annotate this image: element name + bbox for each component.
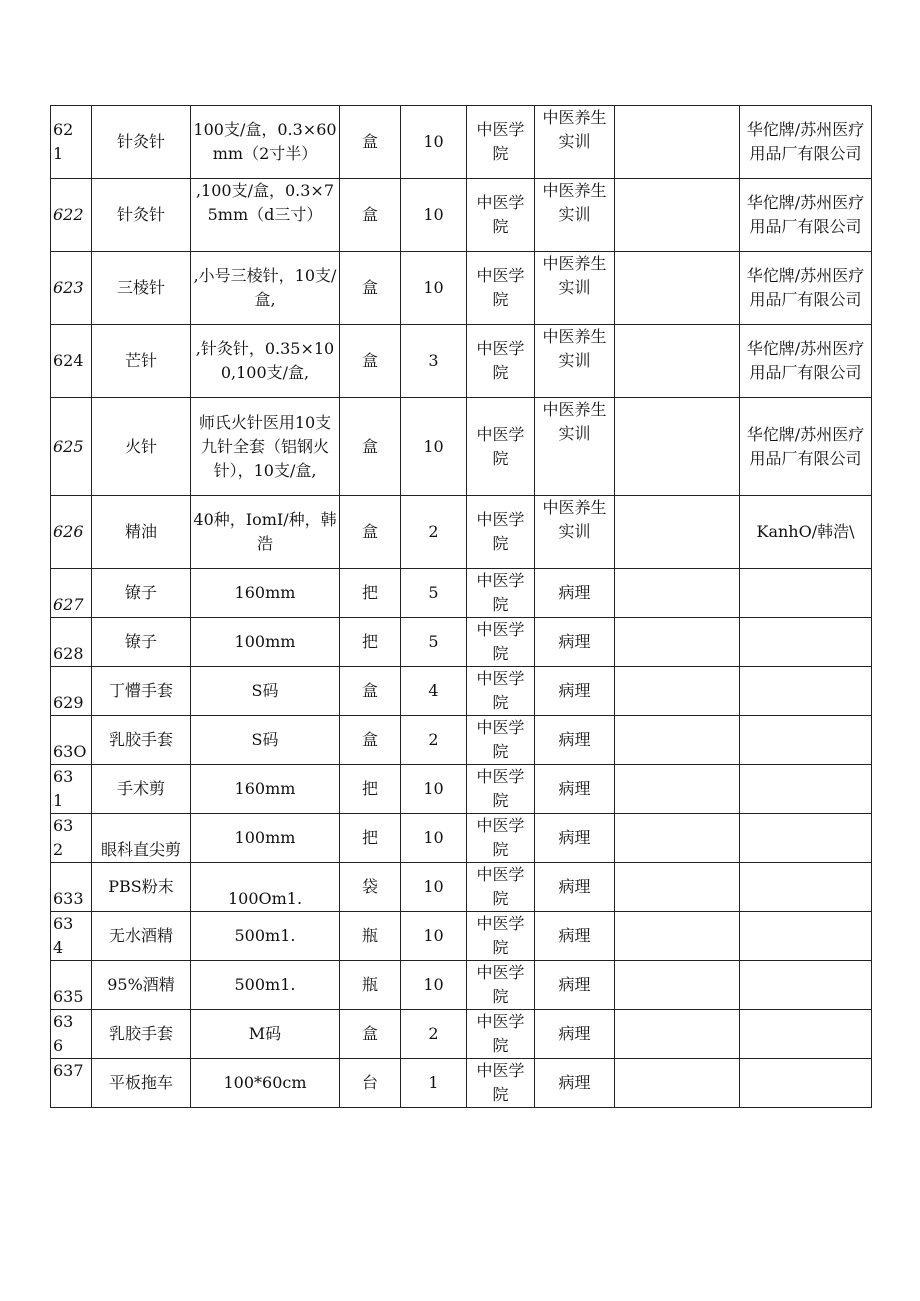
item-blank-cell — [615, 863, 740, 912]
item-blank-cell — [615, 667, 740, 716]
item-purpose-cell: 病理 — [535, 1059, 615, 1108]
item-quantity-cell: 2 — [401, 496, 467, 569]
item-brand-cell — [740, 1059, 872, 1108]
item-spec-cell: 160mm — [191, 765, 340, 814]
item-brand-cell: 华佗牌/苏州医疗用品厂有限公司 — [740, 398, 872, 496]
item-brand-cell — [740, 961, 872, 1010]
item-purpose-cell: 病理 — [535, 618, 615, 667]
item-name-cell: 精油 — [92, 496, 191, 569]
item-name-cell: 平板拖车 — [92, 1059, 191, 1108]
item-purpose-cell: 中医养生实训 — [535, 325, 615, 398]
item-number-cell: 63 6 — [51, 1010, 92, 1059]
item-quantity-cell: 10 — [401, 765, 467, 814]
item-brand-cell — [740, 765, 872, 814]
item-quantity-cell: 10 — [401, 814, 467, 863]
table-row — [51, 716, 872, 765]
item-unit-cell: 把 — [340, 569, 401, 618]
table-row — [51, 496, 872, 569]
item-unit-cell: 盒 — [340, 398, 401, 496]
item-spec-cell: 100支/盒，0.3×60mm（2寸半） — [191, 106, 340, 179]
item-quantity-cell: 10 — [401, 106, 467, 179]
item-number-cell: 628 — [51, 618, 92, 667]
item-department-cell: 中医学院 — [467, 814, 535, 863]
item-number-cell: 627 — [51, 569, 92, 618]
item-name-cell: 眼科直尖剪 — [92, 814, 191, 863]
table-row — [51, 961, 872, 1010]
item-unit-cell: 台 — [340, 1059, 401, 1108]
item-department-cell: 中医学院 — [467, 325, 535, 398]
inventory-table — [50, 105, 872, 1108]
item-quantity-cell: 10 — [401, 179, 467, 252]
table-row — [51, 863, 872, 912]
table-row — [51, 912, 872, 961]
item-blank-cell — [615, 398, 740, 496]
item-blank-cell — [615, 252, 740, 325]
table-row — [51, 814, 872, 863]
item-number-cell: 63 2 — [51, 814, 92, 863]
item-number-cell: 622 — [51, 179, 92, 252]
item-unit-cell: 把 — [340, 618, 401, 667]
item-number-cell: 633 — [51, 863, 92, 912]
item-purpose-cell: 病理 — [535, 716, 615, 765]
table-row — [51, 569, 872, 618]
item-spec-cell: 师氏火针医用10支九针全套（铝钢火针），10支/盒, — [191, 398, 340, 496]
item-purpose-cell: 病理 — [535, 863, 615, 912]
item-blank-cell — [615, 179, 740, 252]
item-quantity-cell: 5 — [401, 618, 467, 667]
item-name-cell: 乳胶手套 — [92, 716, 191, 765]
item-name-cell: 丁懵手套 — [92, 667, 191, 716]
item-quantity-cell: 5 — [401, 569, 467, 618]
item-purpose-cell: 病理 — [535, 667, 615, 716]
item-department-cell: 中医学院 — [467, 252, 535, 325]
item-blank-cell — [615, 716, 740, 765]
item-name-cell: 无水酒精 — [92, 912, 191, 961]
item-spec-cell: M码 — [191, 1010, 340, 1059]
item-department-cell: 中医学院 — [467, 106, 535, 179]
item-unit-cell: 盒 — [340, 667, 401, 716]
item-blank-cell — [615, 814, 740, 863]
item-name-cell: 针灸针 — [92, 106, 191, 179]
item-spec-cell: 100*60cm — [191, 1059, 340, 1108]
item-number-cell: 625 — [51, 398, 92, 496]
item-unit-cell: 盒 — [340, 496, 401, 569]
item-purpose-cell: 病理 — [535, 765, 615, 814]
table-row — [51, 618, 872, 667]
item-quantity-cell: 10 — [401, 961, 467, 1010]
item-unit-cell: 袋 — [340, 863, 401, 912]
item-purpose-cell: 病理 — [535, 814, 615, 863]
item-number-cell: 62 1 — [51, 106, 92, 179]
item-quantity-cell: 10 — [401, 863, 467, 912]
item-unit-cell: 盒 — [340, 179, 401, 252]
item-blank-cell — [615, 325, 740, 398]
item-department-cell: 中医学院 — [467, 496, 535, 569]
item-name-cell: 镣子 — [92, 569, 191, 618]
item-spec-cell: S码 — [191, 667, 340, 716]
item-blank-cell — [615, 961, 740, 1010]
item-spec-cell: 500m1. — [191, 961, 340, 1010]
item-spec-cell: 100mm — [191, 814, 340, 863]
item-brand-cell — [740, 863, 872, 912]
item-name-cell: 火针 — [92, 398, 191, 496]
item-unit-cell: 把 — [340, 765, 401, 814]
table-row — [51, 1010, 872, 1059]
item-spec-cell: 40种，IomI/种，韩浩 — [191, 496, 340, 569]
item-brand-cell: 华佗牌/苏州医疗用品厂有限公司 — [740, 252, 872, 325]
item-blank-cell — [615, 106, 740, 179]
item-department-cell: 中医学院 — [467, 961, 535, 1010]
item-department-cell: 中医学院 — [467, 1010, 535, 1059]
item-department-cell: 中医学院 — [467, 912, 535, 961]
item-blank-cell — [615, 496, 740, 569]
item-blank-cell — [615, 1010, 740, 1059]
item-number-cell: 635 — [51, 961, 92, 1010]
item-unit-cell: 瓶 — [340, 912, 401, 961]
item-brand-cell: 华佗牌/苏州医疗用品厂有限公司 — [740, 106, 872, 179]
item-purpose-cell: 中医养生实训 — [535, 106, 615, 179]
item-spec-cell: 160mm — [191, 569, 340, 618]
item-purpose-cell: 病理 — [535, 1010, 615, 1059]
item-brand-cell — [740, 1010, 872, 1059]
item-purpose-cell: 中医养生实训 — [535, 179, 615, 252]
item-spec-cell: 100Om1. — [191, 863, 340, 912]
item-unit-cell: 把 — [340, 814, 401, 863]
item-brand-cell — [740, 667, 872, 716]
item-number-cell: 63O — [51, 716, 92, 765]
item-blank-cell — [615, 618, 740, 667]
item-blank-cell — [615, 912, 740, 961]
table-row — [51, 765, 872, 814]
item-quantity-cell: 10 — [401, 912, 467, 961]
item-purpose-cell: 病理 — [535, 912, 615, 961]
item-spec-cell: ,100支/盒，0.3×75mm（d三寸） — [191, 179, 340, 252]
item-brand-cell — [740, 912, 872, 961]
table-row — [51, 398, 872, 496]
item-brand-cell: KanhO/韩浩\ — [740, 496, 872, 569]
item-department-cell: 中医学院 — [467, 179, 535, 252]
item-spec-cell: S码 — [191, 716, 340, 765]
item-brand-cell: 华佗牌/苏州医疗用品厂有限公司 — [740, 179, 872, 252]
table-row — [51, 667, 872, 716]
table-row — [51, 325, 872, 398]
item-blank-cell — [615, 1059, 740, 1108]
item-purpose-cell: 中医养生实训 — [535, 398, 615, 496]
item-unit-cell: 盒 — [340, 1010, 401, 1059]
item-unit-cell: 盒 — [340, 252, 401, 325]
item-quantity-cell: 2 — [401, 1010, 467, 1059]
item-name-cell: PBS粉末 — [92, 863, 191, 912]
item-brand-cell — [740, 814, 872, 863]
item-name-cell: 针灸针 — [92, 179, 191, 252]
item-purpose-cell: 中医养生实训 — [535, 496, 615, 569]
item-department-cell: 中医学院 — [467, 398, 535, 496]
item-brand-cell: 华佗牌/苏州医疗用品厂有限公司 — [740, 325, 872, 398]
item-name-cell: 芒针 — [92, 325, 191, 398]
item-name-cell: 95%酒精 — [92, 961, 191, 1010]
item-unit-cell: 盒 — [340, 106, 401, 179]
item-number-cell: 63 4 — [51, 912, 92, 961]
item-quantity-cell: 2 — [401, 716, 467, 765]
item-quantity-cell: 4 — [401, 667, 467, 716]
item-brand-cell — [740, 569, 872, 618]
item-spec-cell: 500m1. — [191, 912, 340, 961]
item-department-cell: 中医学院 — [467, 1059, 535, 1108]
item-quantity-cell: 1 — [401, 1059, 467, 1108]
item-department-cell: 中医学院 — [467, 667, 535, 716]
item-purpose-cell: 中医养生实训 — [535, 252, 615, 325]
item-department-cell: 中医学院 — [467, 765, 535, 814]
item-department-cell: 中医学院 — [467, 716, 535, 765]
item-quantity-cell: 10 — [401, 398, 467, 496]
item-name-cell: 手术剪 — [92, 765, 191, 814]
inventory-table-body — [51, 106, 872, 1108]
item-number-cell: 626 — [51, 496, 92, 569]
item-name-cell: 三棱针 — [92, 252, 191, 325]
item-blank-cell — [615, 569, 740, 618]
item-quantity-cell: 10 — [401, 252, 467, 325]
item-name-cell: 镣子 — [92, 618, 191, 667]
item-brand-cell — [740, 716, 872, 765]
item-blank-cell — [615, 765, 740, 814]
table-row — [51, 179, 872, 252]
item-number-cell: 63 1 — [51, 765, 92, 814]
item-department-cell: 中医学院 — [467, 569, 535, 618]
item-name-cell: 乳胶手套 — [92, 1010, 191, 1059]
item-number-cell: 623 — [51, 252, 92, 325]
item-spec-cell: ,针灸针，0.35×100,100支/盒, — [191, 325, 340, 398]
item-brand-cell — [740, 618, 872, 667]
item-unit-cell: 盒 — [340, 325, 401, 398]
item-purpose-cell: 病理 — [535, 569, 615, 618]
item-number-cell: 624 — [51, 325, 92, 398]
table-row — [51, 1059, 872, 1108]
item-purpose-cell: 病理 — [535, 961, 615, 1010]
table-row — [51, 252, 872, 325]
item-quantity-cell: 3 — [401, 325, 467, 398]
item-unit-cell: 盒 — [340, 716, 401, 765]
item-department-cell: 中医学院 — [467, 618, 535, 667]
item-department-cell: 中医学院 — [467, 863, 535, 912]
item-number-cell: 637 — [51, 1059, 92, 1108]
item-number-cell: 629 — [51, 667, 92, 716]
item-spec-cell: 100mm — [191, 618, 340, 667]
item-unit-cell: 瓶 — [340, 961, 401, 1010]
item-spec-cell: ,小号三棱针，10支/盒, — [191, 252, 340, 325]
table-row — [51, 106, 872, 179]
